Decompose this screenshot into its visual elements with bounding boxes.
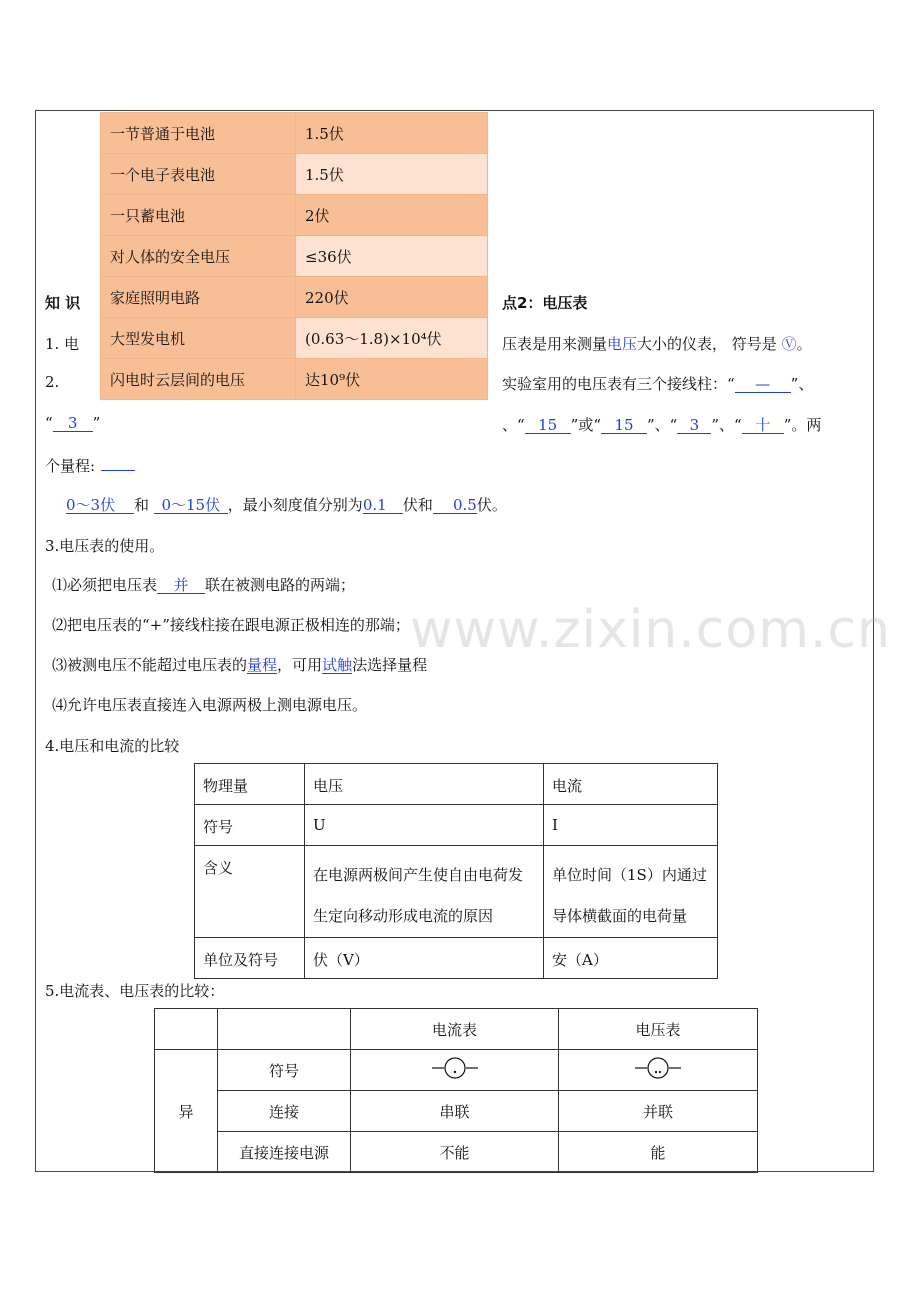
table-row (101, 236, 488, 277)
voltage-current-comparison-table (194, 763, 718, 979)
table-row (101, 277, 488, 318)
quote-mark: ” (92, 414, 101, 432)
knowledge-heading: 知 识 (45, 294, 81, 312)
text-span: 。 (796, 335, 812, 353)
blank-terminal-3 (45, 414, 100, 432)
answer-blank: 并 (157, 577, 205, 594)
text-span: 和 (134, 496, 150, 514)
table-row (195, 805, 718, 846)
answer-blank: 3 (677, 417, 711, 434)
answer-blank: 十 (742, 417, 784, 434)
usage-step-3 (52, 654, 427, 675)
link-voltage[interactable]: 电压 (607, 335, 638, 353)
knowledge-item-2: 2. (45, 373, 60, 391)
text-span: 伏和 (402, 496, 433, 514)
table-cell: 伏（V） (305, 938, 544, 979)
table-cell: 单位及符号 (195, 938, 305, 979)
text-span: ”、“ (711, 416, 742, 434)
link-range[interactable]: 量程 (247, 656, 278, 674)
table-cell: 220伏 (296, 277, 488, 318)
table-cell: 闪电时云层间的电压 (101, 359, 296, 400)
table-row (195, 846, 718, 938)
text-span: 压表是用来测量 (502, 335, 608, 353)
text-span: ⑶被测电压不能超过电压表的 (52, 656, 248, 674)
text-span: 联在被测电路的两端； (205, 576, 356, 594)
table-row (155, 1050, 758, 1091)
text-span: ”。两 (783, 416, 822, 434)
point2-line-2 (502, 373, 813, 394)
answer-blank: 0.5 (433, 497, 477, 514)
table-cell: 连接 (218, 1091, 351, 1132)
table-header-cell: 电流表 (351, 1009, 559, 1050)
usage-step-2: ⑵把电压表的“+”接线柱接在跟电源正极相连的那端； (52, 616, 410, 634)
usage-step-1 (52, 574, 355, 595)
table-cell: 对人体的安全电压 (101, 236, 296, 277)
range-line (66, 494, 507, 515)
meter-comparison-table (154, 1008, 758, 1173)
point2-line-3 (502, 414, 821, 435)
text-span: ”、“ (647, 416, 678, 434)
table-cell: 符号 (218, 1050, 351, 1091)
text-span: 个量程: (45, 457, 96, 475)
answer-blank: 0～15伏 (154, 497, 228, 514)
table-header-cell: 电流 (544, 764, 718, 805)
link-trial-touch[interactable]: 试触 (322, 656, 353, 674)
table-cell: 一节普通于电池 (101, 113, 296, 154)
text-span: ”、 (790, 375, 814, 393)
ammeter-symbol-icon (351, 1050, 559, 1091)
text-span: ，可用 (277, 656, 323, 674)
point2-title: 点2：电压表 (502, 294, 588, 312)
table-row (195, 938, 718, 979)
table-cell: ≤36伏 (296, 236, 488, 277)
table-header-cell: 物理量 (195, 764, 305, 805)
answer-blank: 0～3伏 (66, 497, 134, 514)
table-row (155, 1091, 758, 1132)
table-row (101, 154, 488, 195)
table-cell: 能 (559, 1132, 758, 1173)
section5-title: 5.电流表、电压表的比较： (45, 982, 225, 1000)
table-row (195, 764, 718, 805)
text-span: ”或“ (570, 416, 602, 434)
table-header-cell: 电压表 (559, 1009, 758, 1050)
answer-blank: 15 (525, 417, 571, 434)
text-span: 大小的仪表， 符号是 (637, 335, 782, 353)
text-span: ⑴必须把电压表 (52, 576, 158, 594)
usage-step-4: ⑷允许电压表直接连入电源两极上测电源电压。 (52, 696, 368, 714)
text-span: 、“ (502, 416, 525, 434)
table-cell: 1.5伏 (296, 154, 488, 195)
voltmeter-symbol-icon: Ⓥ (781, 335, 797, 353)
table-cell: 并联 (559, 1091, 758, 1132)
answer-blank: 0.1 (363, 497, 403, 514)
table-header-cell: 电压 (305, 764, 544, 805)
table-cell: 单位时间（1S）内通过导体横截面的电荷量 (544, 846, 718, 938)
point2-line-1 (502, 333, 812, 354)
text-span: ，最小刻度值分别为 (227, 496, 363, 514)
table-row (101, 113, 488, 154)
table-row (155, 1009, 758, 1050)
table-cell: 安（A） (544, 938, 718, 979)
table-cell: 在电源两极间产生使自由电荷发生定向移动形成电流的原因 (305, 846, 544, 938)
table-cell: 一个电子表电池 (101, 154, 296, 195)
section3-title: 3.电压表的使用。 (45, 537, 165, 555)
table-cell: 直接连接电源 (218, 1132, 351, 1173)
table-cell: 串联 (351, 1091, 559, 1132)
text-span: 实验室用的电压表有三个接线柱：“ (502, 375, 735, 393)
table-cell (218, 1009, 351, 1050)
text-span: 法选择量程 (352, 656, 428, 674)
table-cell: (0.63～1.8)×10⁴伏 (296, 318, 488, 359)
section4-title: 4.电压和电流的比较 (45, 737, 180, 755)
table-cell: 1.5伏 (296, 113, 488, 154)
quote-mark: “ (45, 414, 53, 432)
table-cell: 家庭照明电路 (101, 277, 296, 318)
table-cell: 大型发电机 (101, 318, 296, 359)
table-row (101, 359, 488, 400)
answer-blank: 15 (601, 417, 647, 434)
knowledge-item-1: 1. 电 (45, 335, 80, 353)
text-span: 伏。 (476, 496, 507, 514)
voltmeter-symbol-icon (559, 1050, 758, 1091)
range-intro (45, 455, 135, 476)
table-cell: U (305, 805, 544, 846)
table-cell: 不能 (351, 1132, 559, 1173)
table-cell: 达10⁹伏 (296, 359, 488, 400)
table-cell (155, 1009, 218, 1050)
answer-blank: 3 (53, 415, 93, 432)
ammeter-symbol-icon (430, 1057, 480, 1079)
table-cell: I (544, 805, 718, 846)
table-cell: 符号 (195, 805, 305, 846)
watermark: www.zixin.com.cn (410, 600, 891, 660)
voltage-table (100, 112, 488, 400)
answer-blank: — (735, 376, 791, 393)
difference-label: 异 (155, 1050, 218, 1173)
table-cell: 2伏 (296, 195, 488, 236)
table-row (155, 1132, 758, 1173)
answer-blank (101, 470, 135, 471)
table-row (101, 318, 488, 359)
table-row (101, 195, 488, 236)
table-cell: 一只蓄电池 (101, 195, 296, 236)
voltmeter-symbol-icon (633, 1057, 683, 1079)
table-cell: 含义 (195, 846, 305, 938)
